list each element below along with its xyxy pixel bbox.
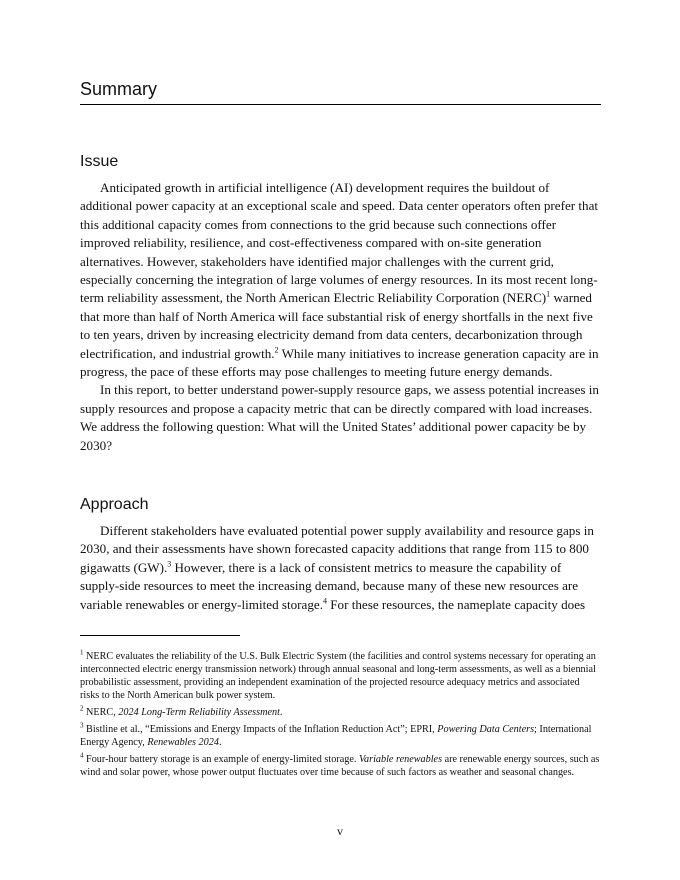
issue-heading: Issue xyxy=(80,153,119,170)
footnote-ref-1[interactable]: 1 xyxy=(546,290,551,300)
issue-paragraph-2: In this report, to better understand power-supply resource gaps, we assess potential increases in supply resources and propose a capacity metric that can be directly compared with load increases. We address the following question: What will the United States’ additional power capacity be by 2030? xyxy=(80,382,599,453)
footnotes xyxy=(80,650,601,783)
footnote-divider xyxy=(80,635,240,636)
footnote-ref-3[interactable]: 3 xyxy=(167,559,172,569)
approach-section xyxy=(80,522,601,614)
page-title: Summary xyxy=(80,78,601,105)
page-number: v xyxy=(337,824,343,838)
issue-paragraph-1: Anticipated growth in artificial intelligence (AI) development requires the buildout of additional power capacity at an exceptional scale and speed. Data center operators often prefer that this additional capacity comes from connections to the grid because such connections offer improved reliability, resilience, and cost-effectiveness compared with on-site generation alternatives. However, stakeholders have identified major challenges with the current grid, especially concerning the integration of large volumes of energy resources. In its most recent long-term reliability assessment, the North American Electric Reliability Corporation (NERC)$^1$ warned that more than half of North America will face substantial risk of energy shortfalls in the next five to ten years, driven by increasing electricity demand from data centers, decarbonization through electrification, and industrial growth.$^2$ While many initiatives to increase generation capacity are in progress, the pace of these efforts may pose challenges to meeting future energy demands. xyxy=(80,180,599,380)
footnote-2: $^2$ NERC, 2024 Long-Term Reliability Assessment. xyxy=(80,704,283,718)
footnote-ref-2[interactable]: 2 xyxy=(274,345,279,355)
footnote-1: $^1$ NERC evaluates the reliability of the U.S. Bulk Electric System (the facilities and control systems necessary for operating an interconnected electric energy transmission network) through annual seasonal and long-term assessments, as well as a biennial probabilistic assessment, providing an independent examination of the projected resource adequacy metrics and associated risks to the North American bulk power system. xyxy=(80,648,596,701)
approach-heading: Approach xyxy=(80,496,149,513)
footnote-ref-4[interactable]: 4 xyxy=(322,596,327,606)
footnote-3: $^3$ Bistline et al., “Emissions and Energy Impacts of the Inflation Reduction Act”; EPRI, Powering Data Centers; International Energy Agency, Renewables 2024. xyxy=(80,721,592,748)
issue-section xyxy=(80,179,601,455)
footnote-4: $^4$ Four-hour battery storage is an example of energy-limited storage. Variable renewables are renewable energy sources, such as wind and solar power, whose power output fluctuates over time because of such factors as weather and seasonal changes. xyxy=(80,751,600,778)
approach-paragraph-1: Different stakeholders have evaluated potential power supply availability and resource gaps in 2030, and their assessments have shown forecasted capacity additions that range from 115 to 800 gigawatts (GW).$^3$ However, there is a lack of consistent metrics to measure the capability of supply-side resources to meet the increasing demand, because many of these new resources are variable renewables or energy-limited storage.$^4$ For these resources, the nameplate capacity does xyxy=(80,523,594,612)
